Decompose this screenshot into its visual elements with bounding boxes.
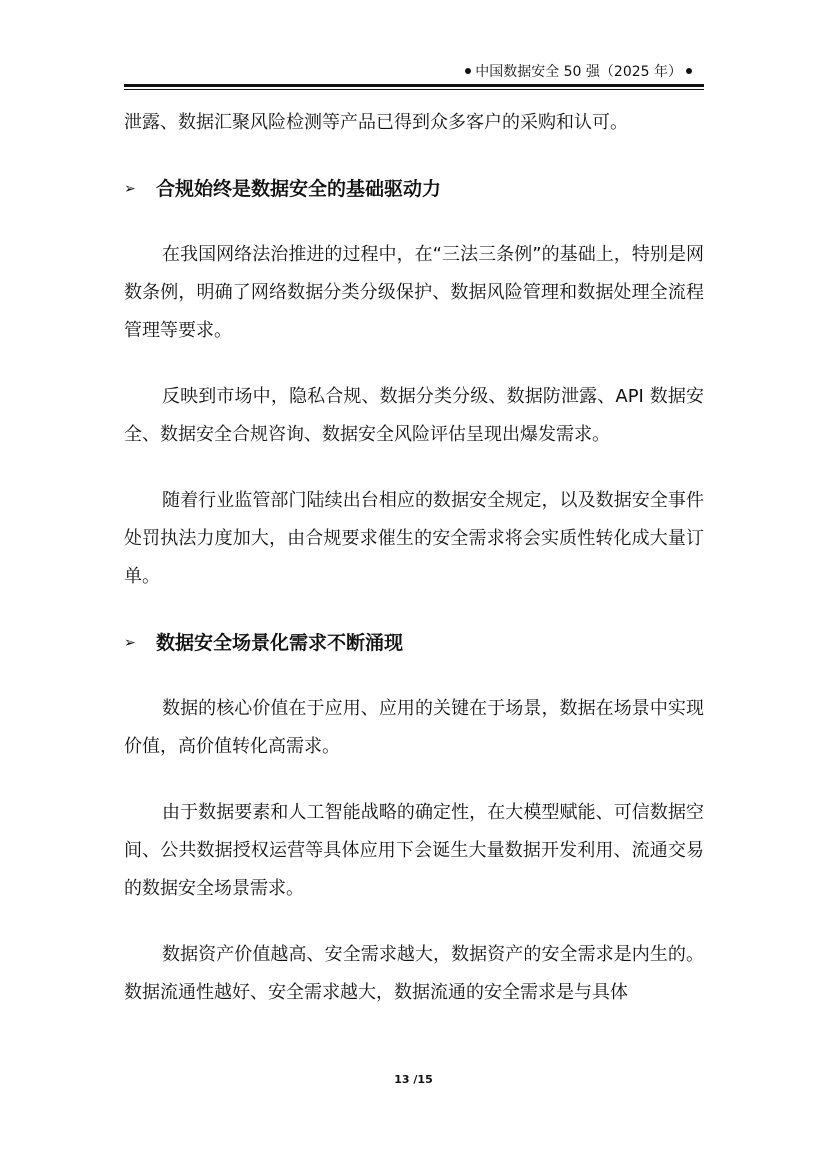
page-number: 13 /15 [394, 1073, 433, 1086]
header-rule-thin [124, 89, 704, 90]
header-title: 中国数据安全 50 强（2025 年） [475, 64, 682, 80]
paragraph: 数据资产价值越高、安全需求越大，数据资产的安全需求是内生的。数据流通性越好、安全需求越大，数据流通的安全需求是与具体 [124, 944, 704, 1003]
section-heading-text: 合规始终是数据安全的基础驱动力 [156, 178, 442, 200]
header-rule-thick [124, 84, 704, 87]
header-title-wrap [461, 62, 696, 82]
page-header [124, 62, 704, 92]
dot-icon [465, 68, 471, 74]
paragraph: 反映到市场中，隐私合规、数据分类分级、数据防泄露、API 数据安全、数据安全合规咨询、数据安全风险评估呈现出爆发需求。 [124, 386, 704, 445]
paragraph: 在我国网络法治推进的过程中，在“三法三条例”的基础上，特别是网数条例，明确了网络数据分类分级保护、数据风险管理和数据处理全流程管理等要求。 [124, 244, 704, 341]
paragraph: 随着行业监管部门陆续出台相应的数据安全规定，以及数据安全事件处罚执法力度加大，由合规要求催生的安全需求将会实质性转化成大量订单。 [124, 490, 704, 587]
section-heading-text: 数据安全场景化需求不断涌现 [156, 632, 404, 654]
arrowhead-bullet-icon: ➢ [124, 635, 136, 651]
document-body [124, 104, 704, 1012]
paragraph: 由于数据要素和人工智能战略的确定性，在大模型赋能、可信数据空间、公共数据授权运营等具体应用下会诞生大量数据开发利用、流通交易的数据安全场景需求。 [124, 802, 704, 899]
section-heading [124, 624, 704, 662]
arrowhead-bullet-icon: ➢ [124, 181, 136, 197]
paragraph: 数据的核心价值在于应用、应用的关键在于场景，数据在场景中实现价值，高价值转化高需求。 [124, 698, 704, 757]
dot-icon [686, 68, 692, 74]
paragraph: 泄露、数据汇聚风险检测等产品已得到众多客户的采购和认可。 [124, 112, 628, 133]
section-heading [124, 170, 704, 208]
